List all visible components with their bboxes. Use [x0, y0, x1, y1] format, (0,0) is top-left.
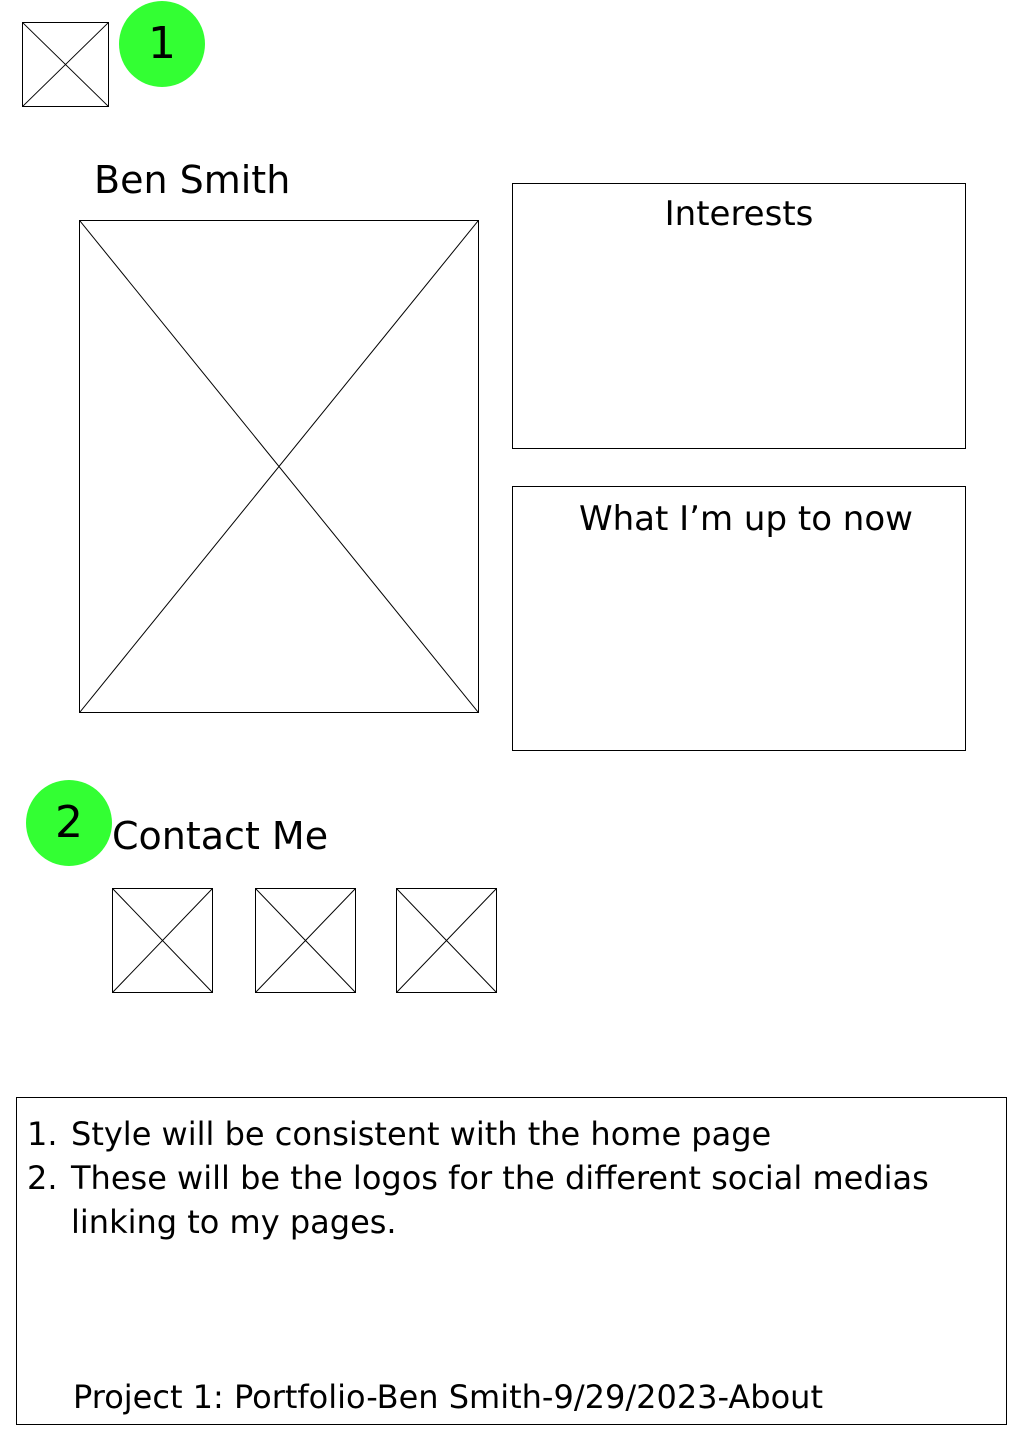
note-number: 1. [27, 1115, 58, 1153]
interests-box [512, 183, 966, 449]
now-title: What I’m up to now [579, 499, 913, 539]
notes-list [27, 1112, 991, 1244]
contact-title: Contact Me [112, 814, 329, 858]
social-link-2[interactable] [255, 888, 356, 993]
note-item-1 [27, 1112, 991, 1156]
note-item-2 [27, 1156, 991, 1244]
note-text: These will be the logos for the different social medias linking to my pages. [71, 1159, 929, 1241]
social-link-1[interactable] [112, 888, 213, 993]
image-placeholder-icon [23, 23, 108, 106]
annotation-badge-2: 2 [26, 780, 112, 866]
interests-title: Interests [664, 194, 814, 234]
notes-panel [16, 1097, 1007, 1425]
profile-photo-placeholder [79, 220, 479, 713]
social-link-3[interactable] [396, 888, 497, 993]
image-placeholder-icon [397, 889, 496, 992]
image-placeholder-icon [113, 889, 212, 992]
logo-placeholder [22, 22, 109, 107]
note-number: 2. [27, 1159, 58, 1197]
project-footer: Project 1: Portfolio-Ben Smith-9/29/2023-About [73, 1378, 823, 1416]
now-box [512, 486, 966, 751]
profile-name: Ben Smith [94, 158, 291, 202]
image-placeholder-icon [256, 889, 355, 992]
note-text: Style will be consistent with the home page [71, 1115, 772, 1153]
image-placeholder-icon [80, 221, 478, 712]
annotation-badge-1: 1 [119, 1, 205, 87]
